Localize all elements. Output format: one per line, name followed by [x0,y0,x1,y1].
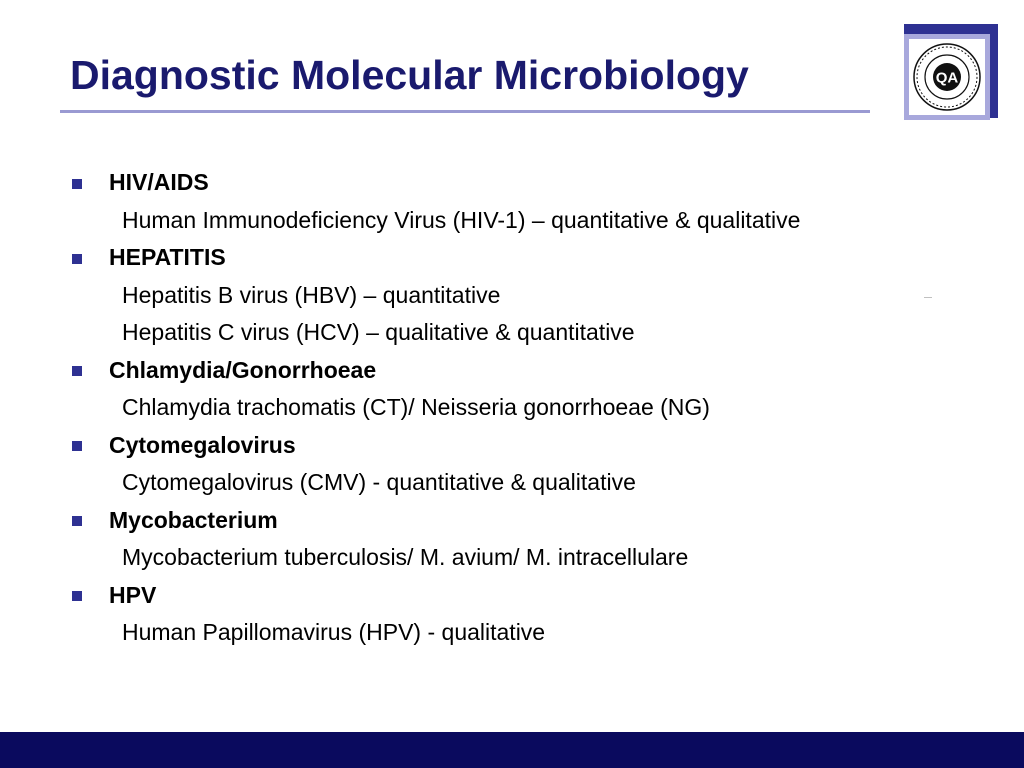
list-detail: Hepatitis C virus (HCV) – qualitative & quantitative [122,319,635,345]
list-group-hiv [72,164,992,239]
heading-text: Mycobacterium [109,506,278,533]
list-group-hpv [72,577,992,652]
list-heading [72,502,992,540]
square-bullet-icon [72,591,82,601]
list-heading [72,352,992,390]
title-divider [60,110,870,113]
list-detail: Cytomegalovirus (CMV) - quantitative & qualitative [122,469,636,495]
slide-title: Diagnostic Molecular Microbiology [70,52,749,98]
list-group-cytomegalovirus [72,427,992,502]
list-detail: Human Papillomavirus (HPV) - qualitative [122,619,546,645]
heading-text: Chlamydia/Gonorrhoeae [109,356,377,383]
square-bullet-icon [72,441,82,451]
square-bullet-icon [72,254,82,264]
list-detail: Hepatitis B virus (HBV) – quantitative [122,281,501,308]
square-bullet-icon [72,179,82,189]
square-bullet-icon [72,516,82,526]
heading-text: Cytomegalovirus [109,431,296,458]
heading-text: HPV [109,581,157,608]
test-list [72,164,992,652]
square-bullet-icon [72,366,82,376]
heading-text: HEPATITIS [109,244,226,271]
list-detail: Human Immunodeficiency Virus (HIV-1) – quantitative & qualitative [122,206,801,233]
logo-badge [904,24,990,128]
logo-frame [904,34,990,120]
list-group-chlamydia [72,352,992,427]
logo-text: QA [935,69,959,87]
qa-seal-logo-icon [912,42,982,112]
list-heading [72,427,992,465]
list-detail: Mycobacterium tuberculosis/ M. avium/ M. intracellulare [122,544,689,570]
list-group-hepatitis [72,239,992,352]
list-heading [72,577,992,615]
footer-bar [0,732,1024,768]
list-heading [72,239,992,277]
heading-text: HIV/AIDS [109,169,209,196]
list-heading [72,164,992,202]
list-detail: Chlamydia trachomatis (CT)/ Neisseria gonorrhoeae (NG) [122,394,710,420]
list-group-mycobacterium [72,502,992,577]
